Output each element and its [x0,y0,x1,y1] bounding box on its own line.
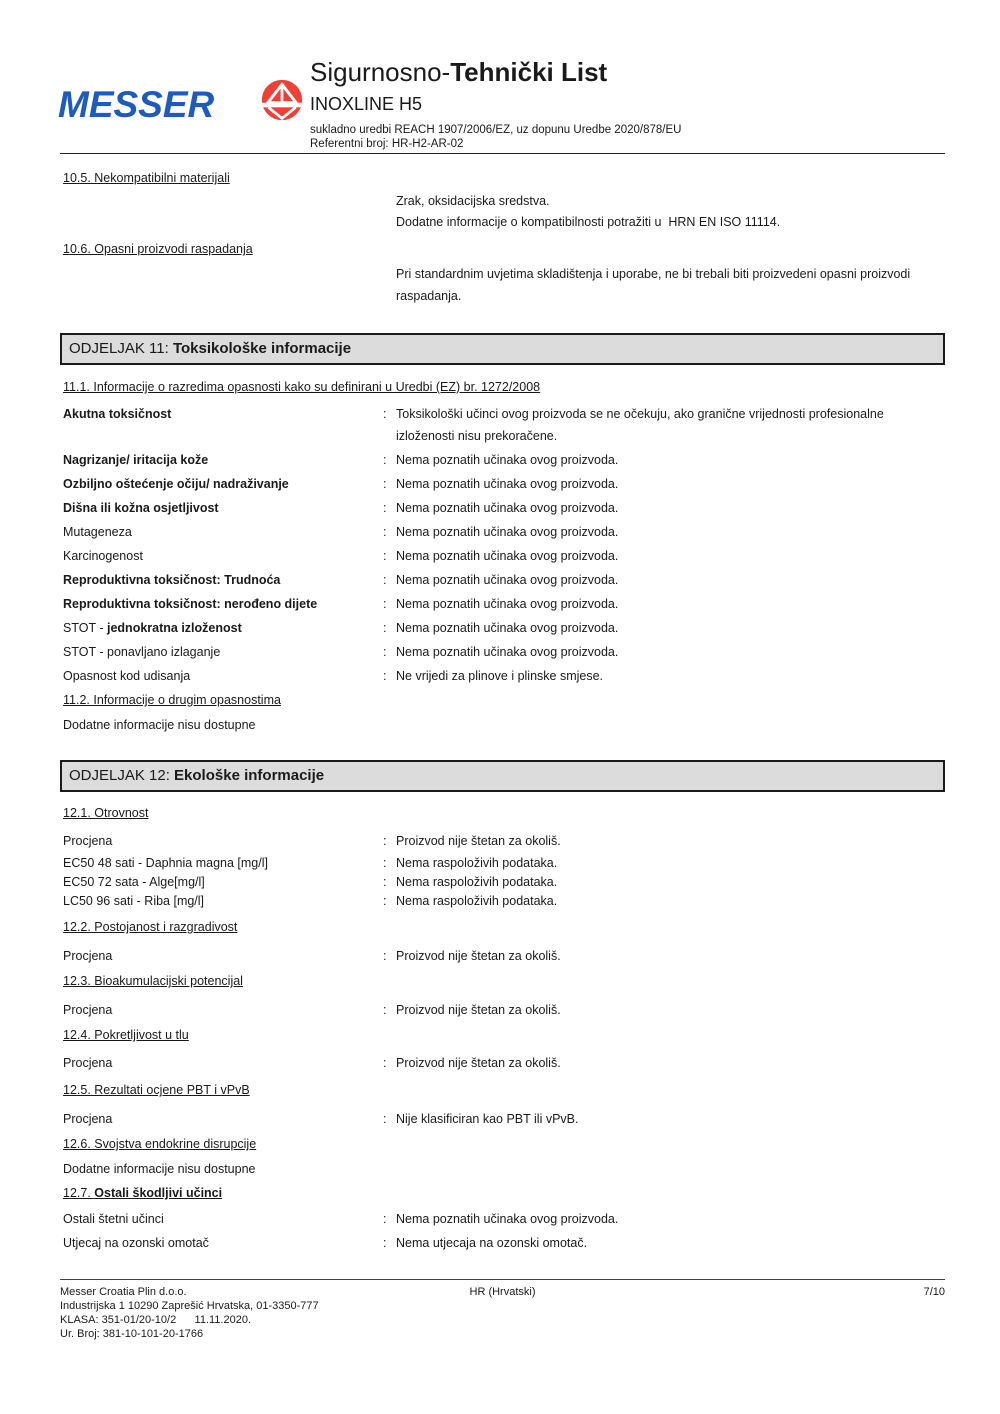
field-label-text: Procjena [63,1056,113,1070]
field-label [60,830,383,852]
field-label-bold: Reproduktivna toksičnost: nerođeno dijete [63,597,318,611]
field-colon: : [383,597,387,611]
field-label [60,873,383,892]
footer [60,1285,945,1341]
section-12-6-note: Dodatne informacije nisu dostupne [63,1162,256,1176]
title-regular: Sigurnosno- [310,57,451,87]
field-label-text: Karcinogenost [63,549,143,563]
field-row [60,1210,945,1229]
field-row [60,545,945,567]
field-colon: : [383,669,387,683]
field-value: Nema raspoloživih podataka. [396,875,558,889]
field-label-text: Procjena [63,834,113,848]
product-name: INOXLINE H5 [310,94,423,114]
field-value: Proizvod nije štetan za okoliš. [396,1056,561,1070]
section-10-5-line: Dodatne informacije o kompatibilnosti potražiti u HRN EN ISO 11114. [396,215,781,229]
field-row [60,593,945,615]
document-body [60,168,945,1253]
field-value: Nema poznatih učinaka ovog proizvoda. [396,501,619,515]
field-label [60,497,383,519]
field-value: Proizvod nije štetan za okoliš. [396,834,561,848]
field-label-text: Utjecaj na ozonski omotač [63,1236,209,1250]
field-row [60,641,945,663]
field-value: Proizvod nije štetan za okoliš. [396,1003,561,1017]
field-colon: : [383,1236,387,1250]
section-12-banner-prefix: ODJELJAK 12: [69,767,175,784]
title-block [310,57,681,151]
field-colon: : [383,525,387,539]
field-colon: : [383,949,387,963]
field-value: Toksikološki učinci ovog proizvoda se ne očekuju, ako granične vrijednosti profesionalne izloženosti nisu prekoračene. [396,407,888,443]
field-value: Nema poznatih učinaka ovog proizvoda. [396,621,619,635]
field-colon: : [383,1112,387,1126]
field-label-text: Procjena [63,949,113,963]
section-11-2-note: Dodatne informacije nisu dostupne [63,718,256,732]
section-12-3-heading: 12.3. Bioakumulacijski potencijal [63,974,243,988]
messer-logo-icon [260,78,304,122]
field-label [60,665,383,687]
field-colon: : [383,453,387,467]
messer-logo-text: MESSER [58,84,215,125]
header-divider [60,153,945,154]
field-row [60,1108,945,1130]
field-colon: : [383,645,387,659]
field-label [60,1210,383,1229]
field-label-text: Ostali štetni učinci [63,1212,164,1226]
section-12-5-heading: 12.5. Rezultati ocjene PBT i vPvB [63,1083,250,1097]
field-row [60,1234,945,1253]
field-row [60,569,945,591]
section-12-1-heading: 12.1. Otrovnost [63,806,149,820]
field-label [60,892,383,911]
field-colon: : [383,573,387,587]
field-value: Nema poznatih učinaka ovog proizvoda. [396,549,619,563]
field-value: Nema poznatih učinaka ovog proizvoda. [396,1212,619,1226]
field-colon: : [383,407,387,421]
field-label-bold: jednokratna izloženost [107,621,242,635]
field-row [60,892,945,911]
document-title [310,57,681,88]
section-10-6-paragraph: Pri standardnim uvjetima skladištenja i uporabe, ne bi trebali biti proizvedeni opasni proizvodi raspadanja. [396,267,914,303]
field-colon: : [383,834,387,848]
section-11-banner [60,333,945,365]
field-label [60,641,383,663]
field-row [60,403,945,447]
section-12-7-heading-bold: Ostali škodljivi učinci [94,1186,223,1200]
field-row [60,449,945,471]
field-row [60,945,945,967]
section-12-4-heading: 12.4. Pokretljivost u tlu [63,1028,189,1042]
field-label [60,593,383,615]
field-row [60,473,945,495]
field-value: Nema utjecaja na ozonski omotač. [396,1236,588,1250]
field-row [60,617,945,639]
field-label [60,473,383,495]
field-row [60,497,945,519]
footer-urbroj: Ur. Broj: 381-10-101-20-1766 [60,1328,204,1340]
field-label [60,1234,383,1253]
field-value: Nema poznatih učinaka ovog proizvoda. [396,573,619,587]
section-11-1-heading: 11.1. Informacije o razredima opasnosti kako su definirani u Uredbi (EZ) br. 1272/2008 [63,380,541,394]
field-row [60,873,945,892]
field-label [60,545,383,567]
field-value: Nema raspoloživih podataka. [396,894,558,908]
field-label [60,521,383,543]
section-11-banner-title: Toksikološke informacije [172,340,352,357]
field-label-bold: Ozbiljno oštećenje očiju/ nadraživanje [63,477,289,491]
field-value: Nema raspoloživih podataka. [396,856,558,870]
field-label [60,854,383,873]
field-colon: : [383,1212,387,1226]
section-12-7-heading-prefix: 12.7. [63,1186,95,1200]
field-row [60,830,945,852]
field-label-bold: Nagrizanje/ iritacija kože [63,453,209,467]
field-value: Nema poznatih učinaka ovog proizvoda. [396,645,619,659]
section-11-2-heading: 11.2. Informacije o drugim opasnostima [63,693,281,707]
field-label-text: Procjena [63,1112,113,1126]
section-11-banner-prefix: ODJELJAK 11: [69,340,173,357]
field-value: Nema poznatih učinaka ovog proizvoda. [396,453,619,467]
title-bold: Tehnički List [450,57,608,87]
field-label-bold: Reproduktivna toksičnost: Trudnoća [63,573,281,587]
footer-language: HR (Hrvatski) [469,1286,536,1298]
field-row [60,665,945,687]
field-colon: : [383,1056,387,1070]
footer-klasa: KLASA: 351-01/20-10/2 11.11.2020. [60,1314,252,1326]
field-colon: : [383,894,387,908]
field-label [60,1052,383,1074]
section-10-5-line: Zrak, oksidacijska sredstva. [396,194,550,208]
field-label [60,449,383,471]
footer-address: Industrijska 1 10290 Zaprešić Hrvatska, 01-3350-777 [60,1300,319,1312]
section-12-6-heading: 12.6. Svojstva endokrine disrupcije [63,1137,257,1151]
field-label [60,1108,383,1130]
field-colon: : [383,621,387,635]
field-label-text: EC50 48 sati - Daphnia magna [mg/l] [63,856,268,870]
field-row [60,1052,945,1074]
field-label-text: Procjena [63,1003,113,1017]
field-value: Nema poznatih učinaka ovog proizvoda. [396,525,619,539]
field-colon: : [383,477,387,491]
field-label [60,945,383,967]
section-12-banner-title: Ekološke informacije [174,767,325,784]
field-label-text: LC50 96 sati - Riba [mg/l] [63,894,205,908]
field-label-bold: Akutna toksičnost [63,407,172,421]
field-label-text: Mutageneza [63,525,132,539]
regulation-line: sukladno uredbi REACH 1907/2006/EZ, uz dopunu Uredbe 2020/878/EU [310,124,682,136]
field-row [60,999,945,1021]
section-12-2-heading: 12.2. Postojanost i razgradivost [63,920,238,934]
field-row [60,521,945,543]
field-label-text: STOT - ponavljano izlaganje [63,645,221,659]
messer-logo [58,86,214,124]
section-12-7-heading [63,1185,945,1201]
field-colon: : [383,875,387,889]
field-label [60,569,383,591]
field-colon: : [383,501,387,515]
field-label [60,617,383,639]
field-label-text: Opasnost kod udisanja [63,669,191,683]
footer-company: Messer Croatia Plin d.o.o. [60,1286,187,1298]
field-colon: : [383,856,387,870]
section-10-5-heading: 10.5. Nekompatibilni materijali [63,171,230,185]
footer-divider [60,1279,945,1280]
field-value: Nema poznatih učinaka ovog proizvoda. [396,477,619,491]
field-colon: : [383,549,387,563]
field-label [60,403,383,447]
field-label-bold: Dišna ili kožna osjetljivost [63,501,219,515]
footer-page-number: 7/10 [923,1286,945,1298]
field-label-text: EC50 72 sata - Alge[mg/l] [63,875,205,889]
field-value: Nije klasificiran kao PBT ili vPvB. [396,1112,579,1126]
field-value: Nema poznatih učinaka ovog proizvoda. [396,597,619,611]
field-colon: : [383,1003,387,1017]
field-row [60,854,945,873]
section-12-banner [60,760,945,792]
field-label-text: STOT - [63,621,107,635]
reference-line: Referentni broj: HR-H2-AR-02 [310,138,464,150]
field-label [60,999,383,1021]
field-value: Ne vrijedi za plinove i plinske smjese. [396,669,604,683]
section-10-6-heading: 10.6. Opasni proizvodi raspadanja [63,242,253,256]
field-value: Proizvod nije štetan za okoliš. [396,949,561,963]
